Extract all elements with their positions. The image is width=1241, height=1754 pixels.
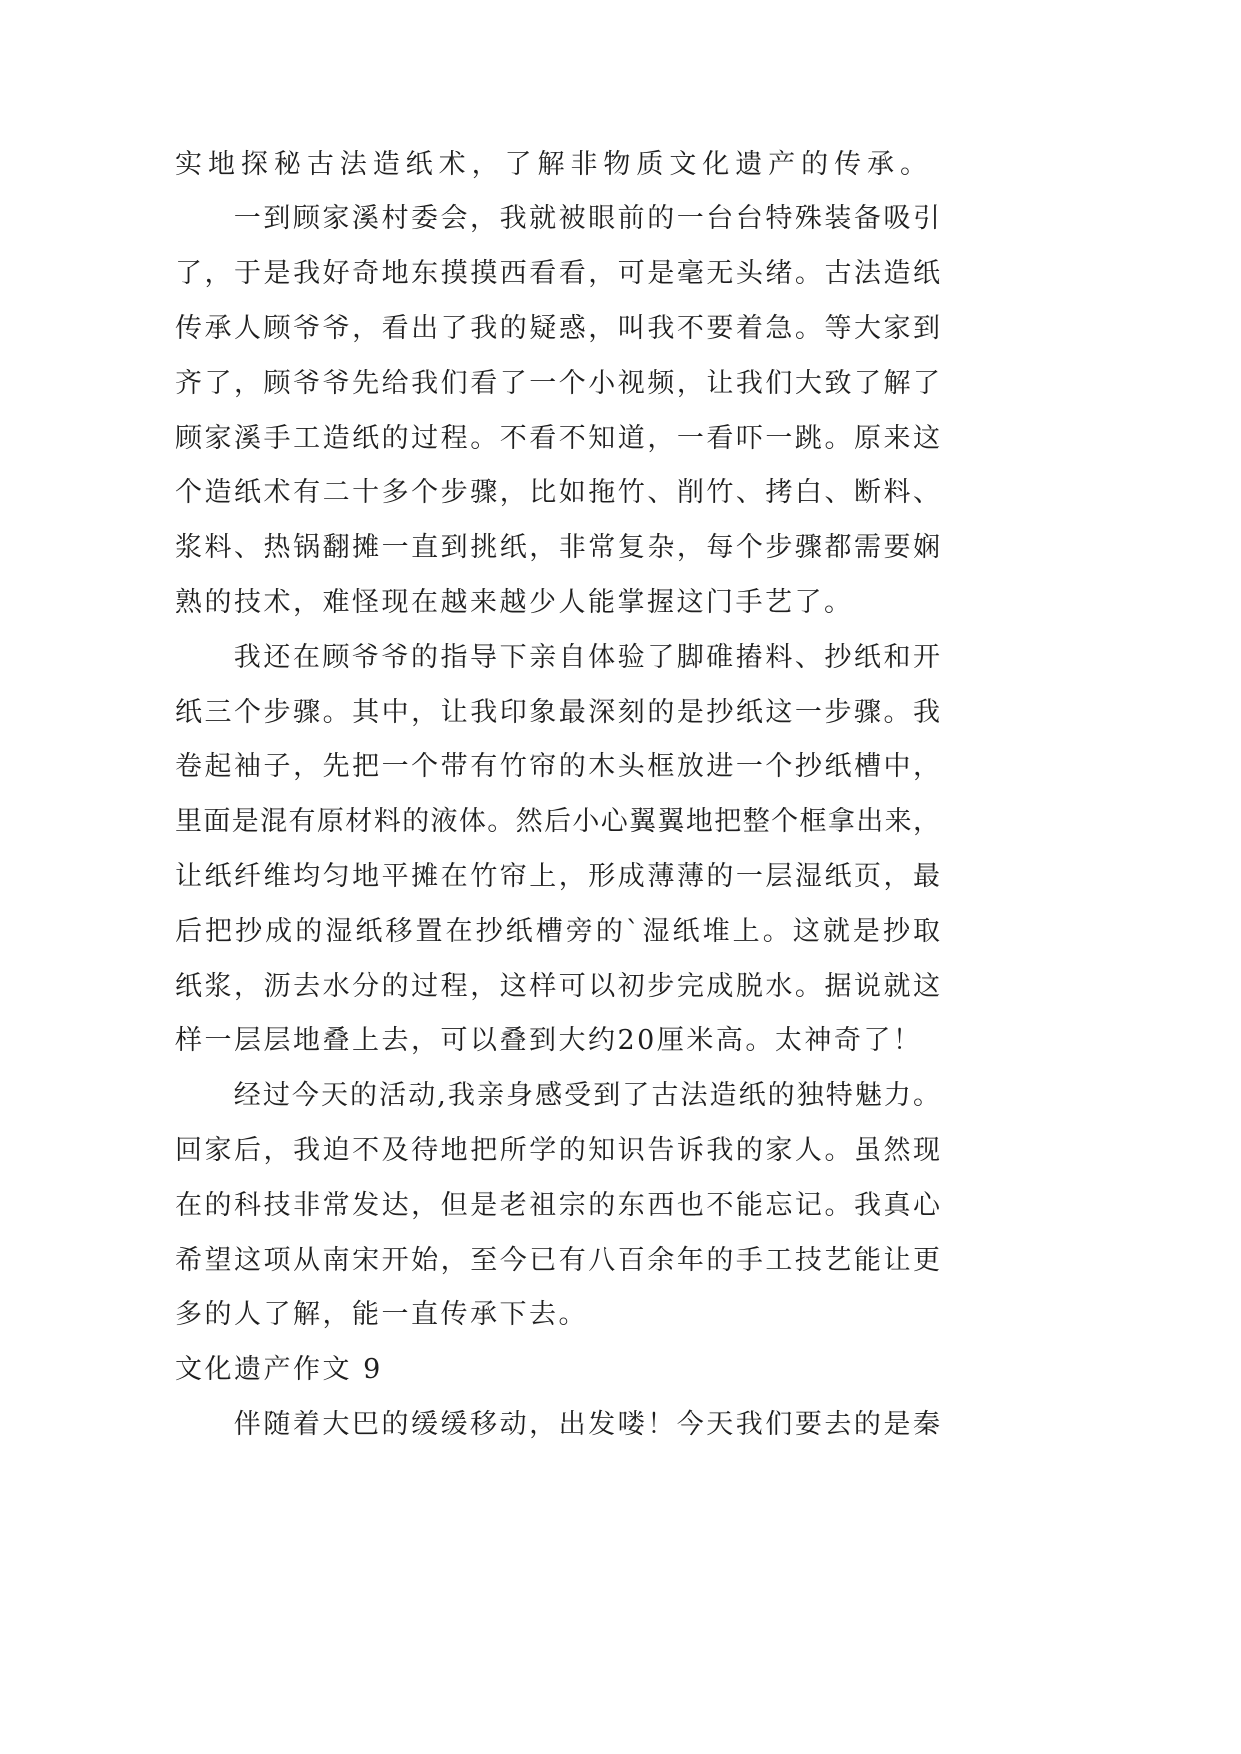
paragraph bbox=[175, 192, 940, 630]
paragraph bbox=[175, 1069, 940, 1343]
section-heading: 文化遗产作文 9 bbox=[175, 1354, 383, 1386]
text-line: 传承人顾爷爷，看出了我的疑惑，叫我不要着急。等大家到 bbox=[175, 312, 940, 344]
paragraph bbox=[175, 631, 940, 1069]
text-line: 实地探秘古法造纸术，了解非物质文化遗产的传承。 bbox=[175, 148, 927, 180]
text-line: 在的科技非常发达，但是老祖宗的东西也不能忘记。我真心 bbox=[175, 1189, 940, 1221]
text-line: 回家后，我迫不及待地把所学的知识告诉我的家人。虽然现 bbox=[175, 1134, 940, 1166]
text-line: 里面是混有原材料的液体。然后小心翼翼地把整个框拿出来， bbox=[175, 806, 940, 838]
text-line: 一到顾家溪村委会，我就被眼前的一台台特殊装备吸引 bbox=[233, 203, 940, 235]
text-line: 多的人了解，能一直传承下去。 bbox=[175, 1299, 588, 1331]
text-line: 后把抄成的湿纸移置在抄纸槽旁的`湿纸堆上。这就是抄取 bbox=[175, 915, 940, 947]
text-line: 顾家溪手工造纸的过程。不看不知道，一看吓一跳。原来这 bbox=[175, 422, 940, 454]
text-line: 伴随着大巴的缓缓移动，出发喽！今天我们要去的是秦 bbox=[233, 1408, 940, 1440]
text-line: 齐了，顾爷爷先给我们看了一个小视频，让我们大致了解了 bbox=[175, 367, 940, 399]
text-line: 我还在顾爷爷的指导下亲自体验了脚碓摏料、抄纸和开 bbox=[233, 641, 940, 673]
paragraph bbox=[175, 138, 940, 193]
text-line: 了，于是我好奇地东摸摸西看看，可是毫无头绪。古法造纸 bbox=[175, 258, 940, 290]
text-line: 经过今天的活动,我亲身感受到了古法造纸的独特魅力。 bbox=[233, 1080, 940, 1112]
text-line: 纸浆，沥去水分的过程，这样可以初步完成脱水。据说就这 bbox=[175, 970, 940, 1002]
section-heading-block bbox=[175, 1343, 940, 1398]
text-line: 纸三个步骤。其中，让我印象最深刻的是抄纸这一步骤。我 bbox=[175, 696, 940, 728]
document-body bbox=[175, 138, 940, 1453]
text-line: 浆料、热锅翻摊一直到挑纸，非常复杂，每个步骤都需要娴 bbox=[175, 532, 940, 564]
text-line: 个造纸术有二十多个步骤，比如拖竹、削竹、拷白、断料、 bbox=[175, 477, 940, 509]
text-line: 卷起袖子，先把一个带有竹帘的木头框放进一个抄纸槽中， bbox=[175, 751, 940, 783]
text-line: 样一层层地叠上去，可以叠到大约20厘米高。太神奇了！ bbox=[175, 1025, 923, 1057]
text-line: 希望这项从南宋开始，至今已有八百余年的手工技艺能让更 bbox=[175, 1244, 940, 1276]
text-line: 熟的技术，难怪现在越来越少人能掌握这门手艺了。 bbox=[175, 586, 854, 618]
paragraph bbox=[175, 1398, 940, 1453]
text-line: 让纸纤维均匀地平摊在竹帘上，形成薄薄的一层湿纸页，最 bbox=[175, 860, 940, 892]
